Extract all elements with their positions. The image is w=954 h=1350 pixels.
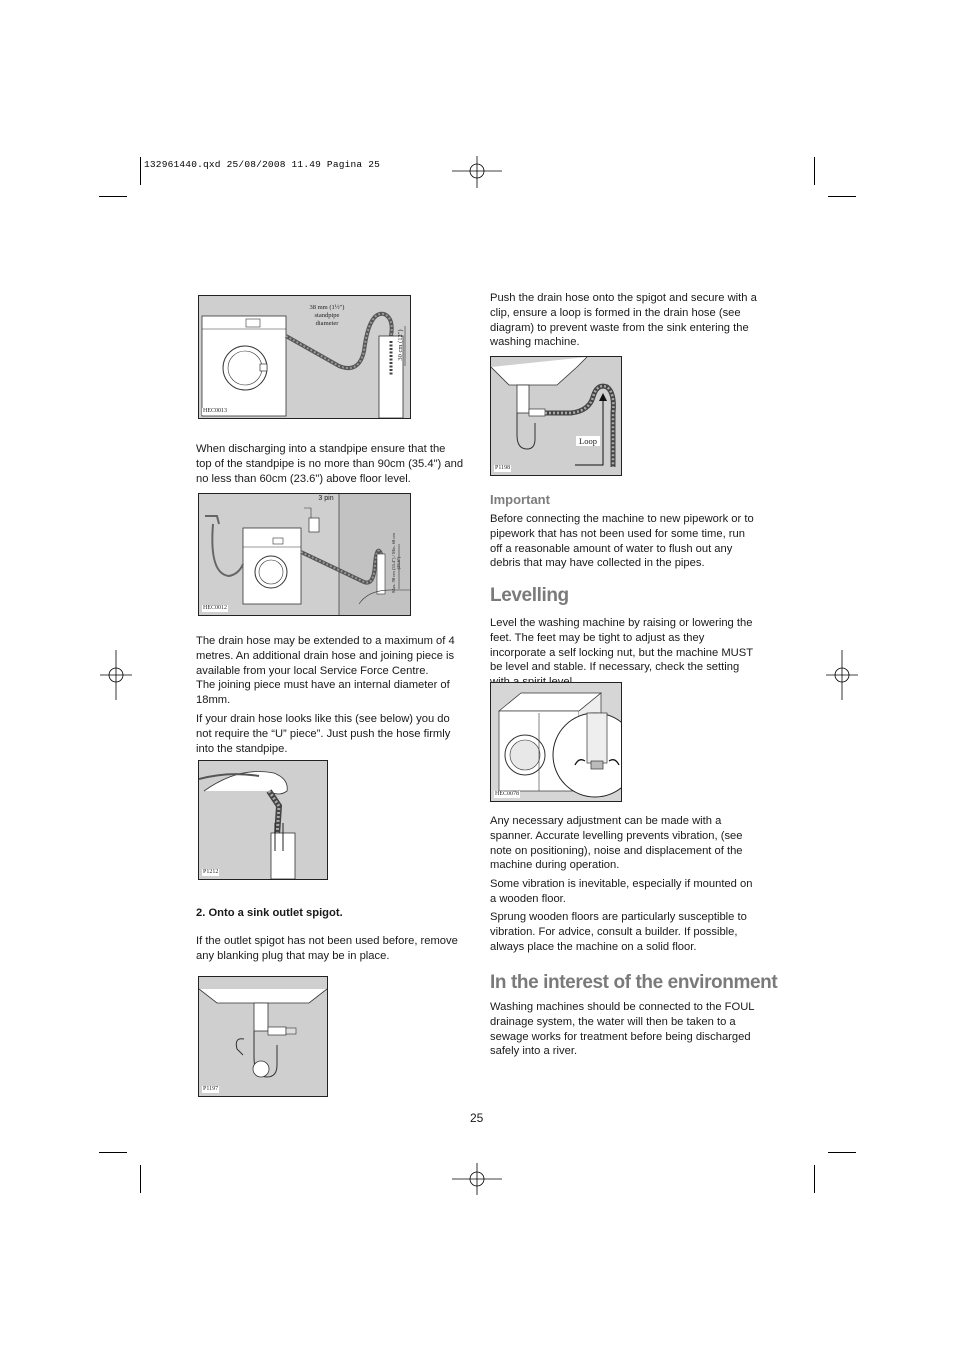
- connection-illustration: [199, 494, 410, 615]
- paragraph-important-pipework: Before connecting the machine to new pipework or to pipework that has not been used for some time, run off a reasonable amount of water to flush out any debris that may have collected in the pipes.: [490, 513, 754, 570]
- paragraph-spanner: Any necessary adjustment can be made with a spanner. Accurate levelling prevents vibration, (see note on positioning), noise and displacement of the machine during operation.: [490, 815, 743, 872]
- page-number: 25: [470, 1111, 484, 1125]
- paragraph-blanking-plug: If the outlet spigot has not been used before, remove any blanking plug that may be in place.: [196, 935, 458, 962]
- levelling-feet-illustration: [491, 683, 621, 801]
- paragraph-joining-piece: The joining piece must have an internal diameter of 18mm.: [196, 679, 450, 706]
- figure-levelling-feet: [490, 682, 622, 802]
- figure-standpipe: [198, 295, 411, 419]
- file-slug: 132961440.qxd 25/08/2008 11.49 Pagina 25: [144, 159, 381, 170]
- registration-mark-right: [826, 650, 858, 700]
- label-standpipe-height: 30 cm (12"): [397, 329, 404, 361]
- crop-mark: [814, 1165, 815, 1193]
- figure-hose-standpipe: [198, 760, 328, 880]
- figure-loop: [490, 356, 622, 476]
- crop-mark: [99, 1152, 127, 1153]
- heading-sink-outlet-spigot: 2. Onto a sink outlet spigot.: [196, 907, 343, 919]
- label-height-range: Max. 90 cm (35.4") / Min. 60 cm (23.6"): [391, 533, 401, 593]
- sink-spigot-illustration: [199, 977, 327, 1096]
- heading-environment: In the interest of the environment: [490, 972, 778, 993]
- paragraph-standpipe-height: When discharging into a standpipe ensure that the top of the standpipe is no more than 90cm (35.4") and no less than 60cm (23.6") above floor level.: [196, 443, 464, 485]
- heading-levelling: Levelling: [490, 585, 569, 606]
- registration-mark-bottom: [452, 1163, 502, 1195]
- registration-mark-left: [100, 650, 132, 700]
- paragraph-levelling: Level the washing machine by raising or lowering the feet. The feet may be tight to adjust as they incorporate a self locking nut, but the machine MUST be level and stable. If necessary, check the setting: [490, 617, 753, 674]
- figure-code: P1212: [203, 869, 219, 875]
- figure-code: P1198: [495, 465, 511, 471]
- figure-code: HEC0012: [203, 605, 227, 611]
- registration-mark-top: [452, 156, 502, 188]
- hose-standpipe-illustration: [199, 761, 327, 879]
- paragraph-environment: Washing machines should be connected to the FOUL drainage system, the water will then be taken to a sewage works for treatment before being discharged safely into a river.: [490, 1001, 755, 1058]
- crop-mark: [814, 157, 815, 185]
- figure-connection: [198, 493, 411, 616]
- label-standpipe-diameter: 38 mm (1½") standpipe diameter: [309, 304, 345, 327]
- figure-sink-spigot: [198, 976, 328, 1097]
- crop-mark: [140, 1165, 141, 1193]
- figure-code: HEC0013: [203, 408, 227, 414]
- figure-code: HEC0078: [495, 791, 519, 797]
- paragraph-u-piece: If your drain hose looks like this (see below) you do not require the “U” piece”. Just push the hose firmly into the standpipe.: [196, 713, 451, 755]
- crop-mark: [828, 1152, 856, 1153]
- label-3-pin: 3 pin: [318, 495, 334, 502]
- crop-mark: [828, 196, 856, 197]
- figure-code: P1197: [203, 1086, 219, 1092]
- paragraph-vibration: Some vibration is inevitable, especially if mounted on a wooden floor.: [490, 878, 753, 905]
- paragraph-sprung-floors: Sprung wooden floors are particularly susceptible to vibration. For advice, consult a builder. If possible, always place the machine on a solid floor.: [490, 911, 747, 953]
- heading-important: Important: [490, 492, 550, 507]
- paragraph-push-drain-hose: Push the drain hose onto the spigot and secure with a clip, ensure a loop is formed in the drain hose (see diagram) to prevent waste from the sink entering the washing machine.: [490, 292, 757, 349]
- crop-mark: [99, 196, 127, 197]
- paragraph-drain-hose-extension: The drain hose may be extended to a maximum of 4 metres. An additional drain hose and joining piece is available from your local Service Force Centre.: [196, 635, 455, 677]
- crop-mark: [140, 157, 141, 185]
- label-loop: Loop: [576, 436, 600, 446]
- loop-illustration: [491, 357, 621, 475]
